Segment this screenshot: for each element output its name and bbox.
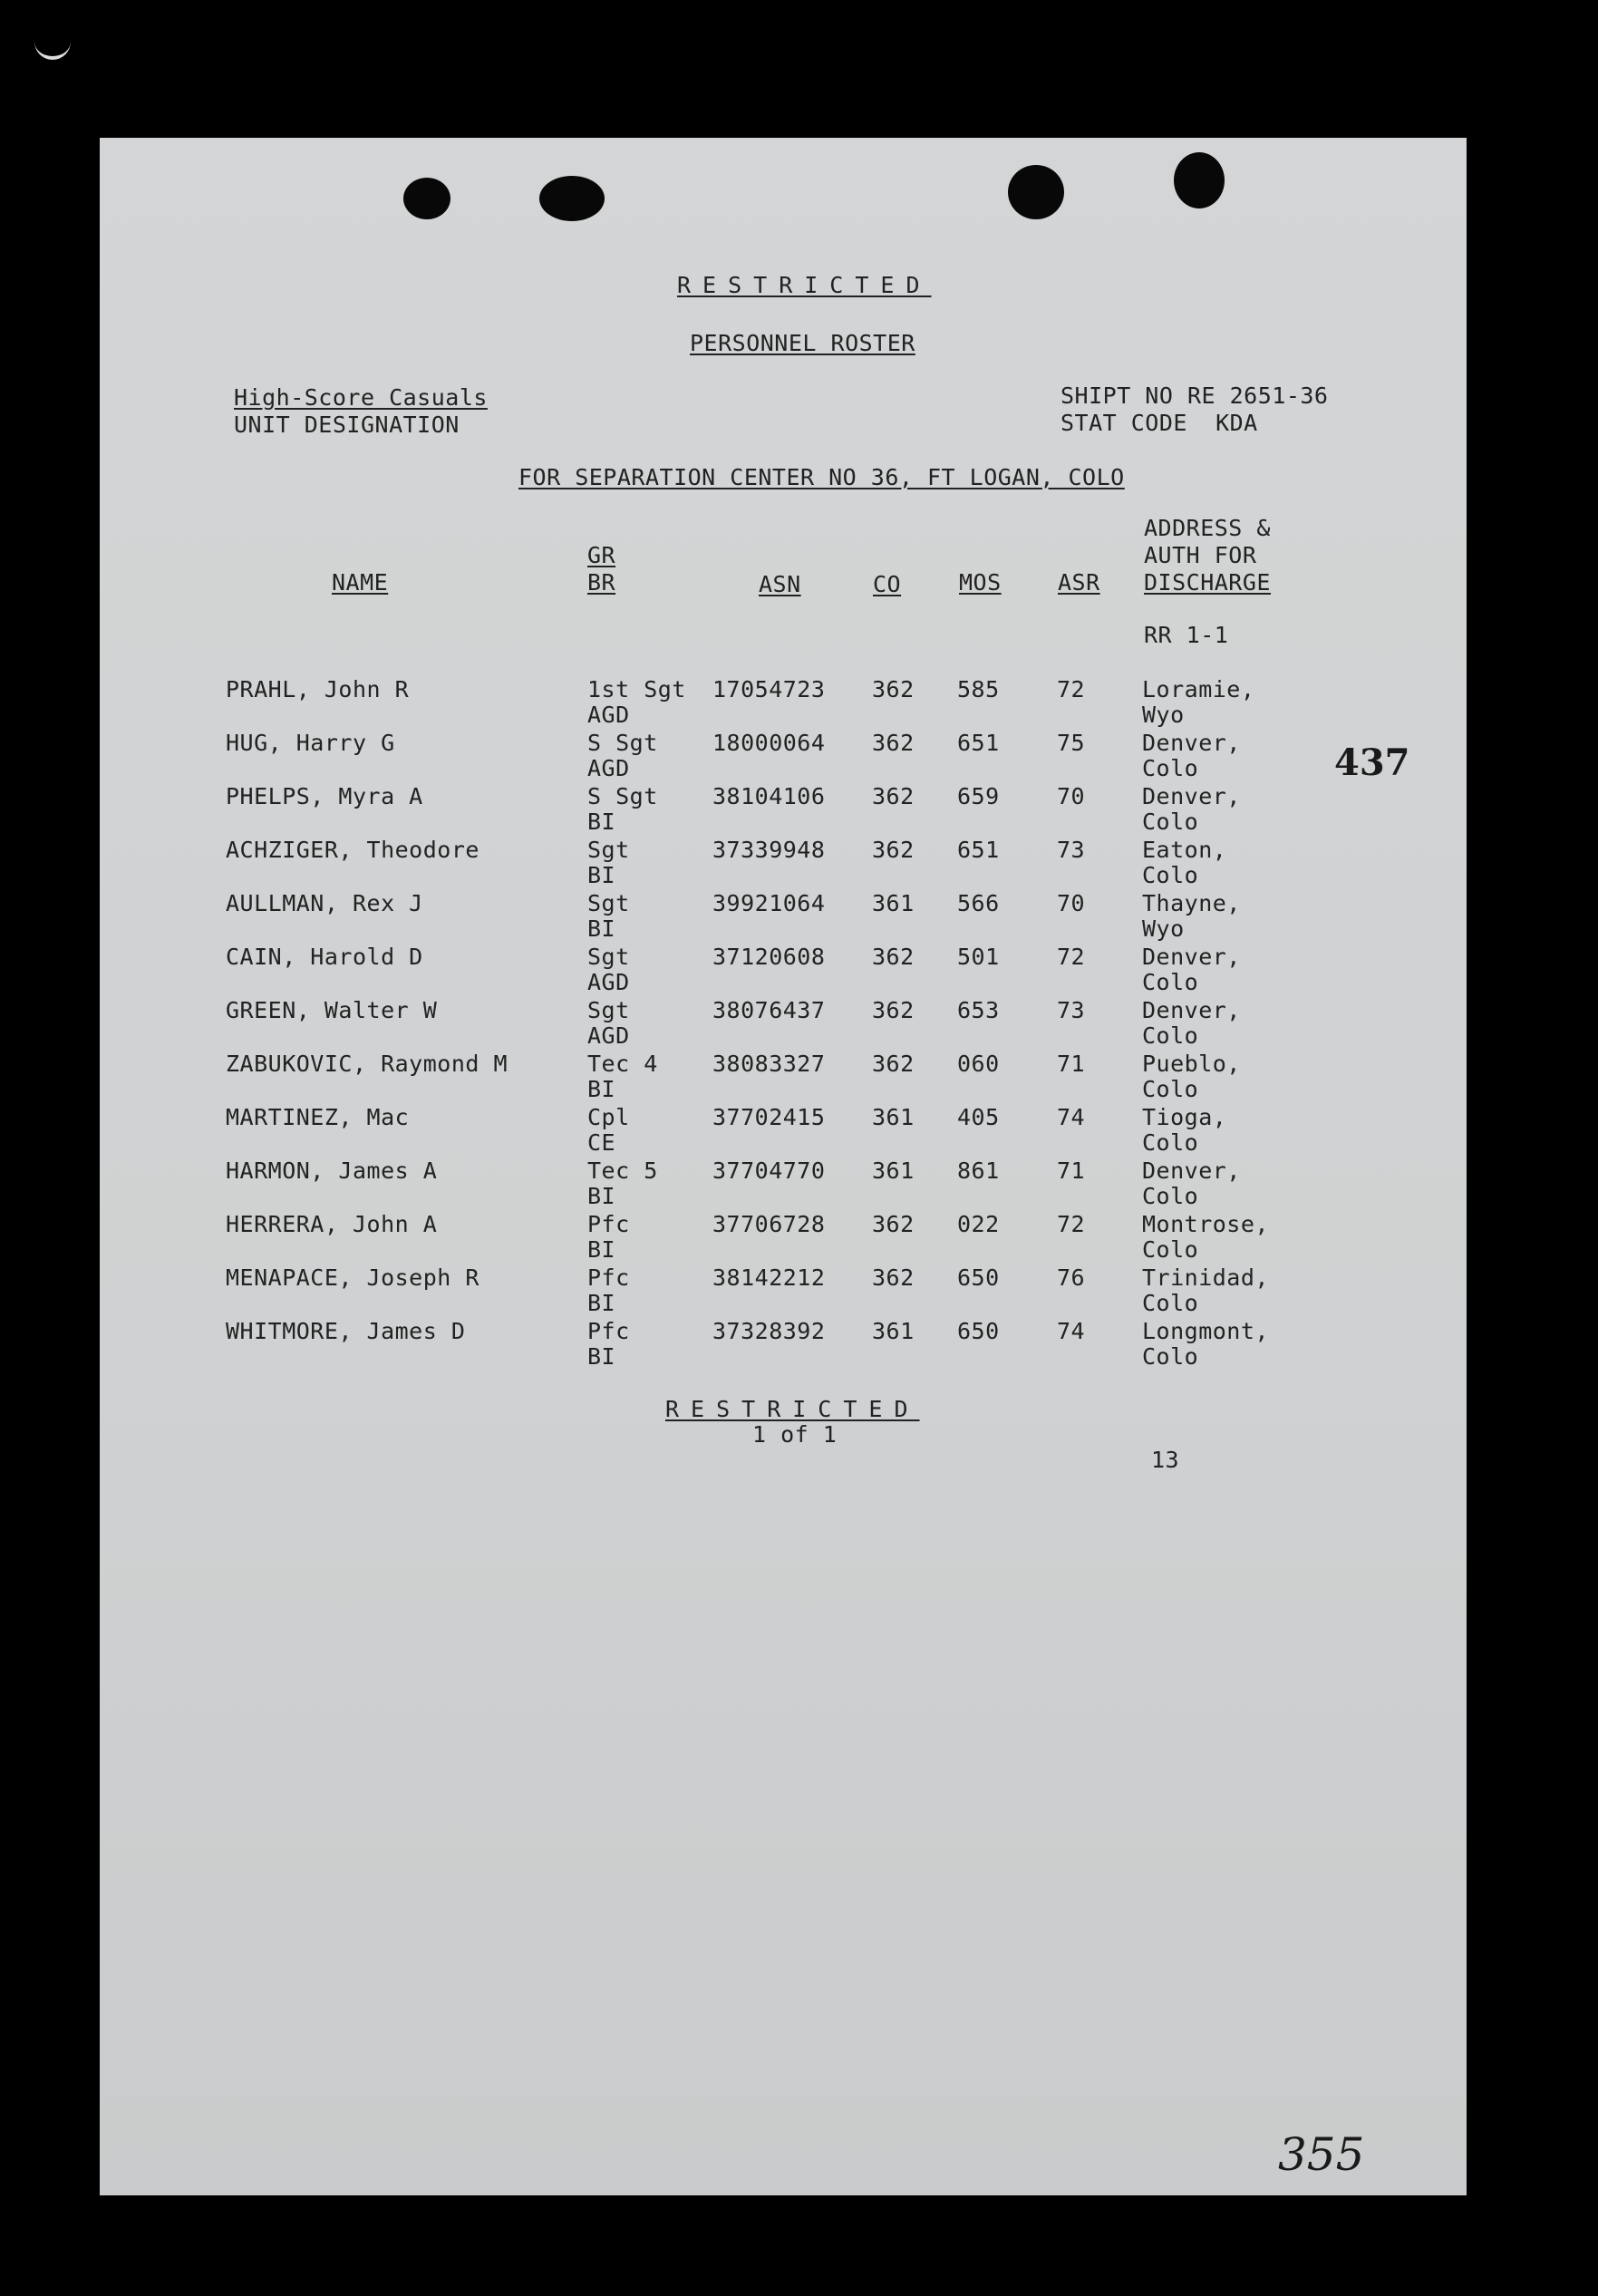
- cell-grade: Sgt: [587, 890, 630, 916]
- cell-co: 361: [872, 1158, 915, 1184]
- cell-address-city: Denver,: [1142, 1158, 1241, 1184]
- cell-address-state: Colo: [1142, 1183, 1199, 1209]
- cell-asn: 39921064: [712, 890, 826, 916]
- cell-asn: 38142212: [712, 1264, 826, 1291]
- cell-co: 362: [872, 944, 915, 970]
- cell-co: 362: [872, 1264, 915, 1291]
- cell-address-state: Colo: [1142, 1076, 1199, 1102]
- cell-name: HUG, Harry G: [226, 730, 395, 756]
- shipment-number: SHIPT NO RE 2651-36: [1060, 383, 1329, 409]
- table-row: [100, 1264, 1467, 1317]
- cell-asn: 38076437: [712, 997, 826, 1023]
- column-header-mos: MOS: [959, 569, 1002, 596]
- cell-address-state: Wyo: [1142, 915, 1185, 942]
- unit-name: High-Score Casuals: [234, 384, 488, 411]
- cell-grade: S Sgt: [587, 783, 658, 809]
- cell-grade: Tec 4: [587, 1051, 658, 1077]
- cell-asn: 37339948: [712, 837, 826, 863]
- cell-branch: AGD: [587, 969, 630, 995]
- cell-branch: BI: [587, 862, 616, 888]
- table-row: [100, 1051, 1467, 1103]
- column-header-co: CO: [873, 571, 902, 597]
- cell-asr: 73: [1057, 997, 1086, 1023]
- cell-mos: 405: [957, 1104, 1000, 1130]
- cell-grade: Sgt: [587, 997, 630, 1023]
- restricted-stamp-bottom: RESTRICTED: [665, 1396, 920, 1422]
- cell-co: 362: [872, 676, 915, 702]
- cell-address-state: Colo: [1142, 1129, 1199, 1156]
- punch-hole: [539, 176, 605, 221]
- table-row: [100, 1104, 1467, 1157]
- cell-co: 362: [872, 837, 915, 863]
- cell-co: 362: [872, 997, 915, 1023]
- cell-address-city: Trinidad,: [1142, 1264, 1269, 1291]
- cell-branch: AGD: [587, 702, 630, 728]
- cell-grade: Pfc: [587, 1211, 630, 1237]
- cell-asr: 74: [1057, 1104, 1086, 1130]
- cell-address-city: Tioga,: [1142, 1104, 1227, 1130]
- cell-mos: 060: [957, 1051, 1000, 1077]
- cell-name: MARTINEZ, Mac: [226, 1104, 410, 1130]
- cell-asn: 17054723: [712, 676, 826, 702]
- cell-asr: 71: [1057, 1051, 1086, 1077]
- cell-branch: BI: [587, 1343, 616, 1370]
- cell-co: 361: [872, 890, 915, 916]
- cell-grade: Cpl: [587, 1104, 630, 1130]
- handwritten-bottom-number: 355: [1278, 2128, 1365, 2181]
- cell-mos: 501: [957, 944, 1000, 970]
- cell-asr: 74: [1057, 1318, 1086, 1344]
- cell-branch: CE: [587, 1129, 616, 1156]
- discharge-authority: RR 1-1: [1144, 622, 1229, 648]
- document-page: [100, 138, 1467, 2195]
- cell-co: 361: [872, 1318, 915, 1344]
- cell-grade: Sgt: [587, 944, 630, 970]
- cell-mos: 653: [957, 997, 1000, 1023]
- cell-asr: 75: [1057, 730, 1086, 756]
- cell-name: HARMON, James A: [226, 1158, 438, 1184]
- column-header-gr: GR: [587, 542, 616, 568]
- cell-co: 362: [872, 1211, 915, 1237]
- table-row: [100, 1158, 1467, 1210]
- table-row: [100, 890, 1467, 943]
- cell-asr: 73: [1057, 837, 1086, 863]
- table-row: [100, 837, 1467, 889]
- punch-hole: [403, 178, 450, 219]
- cell-co: 362: [872, 1051, 915, 1077]
- cell-name: PRAHL, John R: [226, 676, 410, 702]
- cell-address-state: Colo: [1142, 809, 1199, 835]
- column-header-asr: ASR: [1058, 569, 1100, 596]
- handwritten-margin-number: 437: [1334, 741, 1410, 784]
- cell-address-state: Colo: [1142, 755, 1199, 781]
- cell-address-city: Thayne,: [1142, 890, 1241, 916]
- cell-name: CAIN, Harold D: [226, 944, 423, 970]
- punch-hole: [1008, 165, 1064, 219]
- cell-name: ACHZIGER, Theodore: [226, 837, 479, 863]
- table-row: [100, 1318, 1467, 1371]
- cell-address-city: Denver,: [1142, 730, 1241, 756]
- cell-mos: 861: [957, 1158, 1000, 1184]
- cell-asr: 71: [1057, 1158, 1086, 1184]
- cell-branch: BI: [587, 915, 616, 942]
- cell-address-state: Colo: [1142, 1343, 1199, 1370]
- cell-asn: 37120608: [712, 944, 826, 970]
- table-row: [100, 730, 1467, 782]
- cell-asn: 38104106: [712, 783, 826, 809]
- cell-mos: 650: [957, 1318, 1000, 1344]
- cell-branch: BI: [587, 809, 616, 835]
- cell-address-city: Loramie,: [1142, 676, 1255, 702]
- cell-address-state: Colo: [1142, 1290, 1199, 1316]
- cell-asr: 70: [1057, 783, 1086, 809]
- cell-address-city: Longmont,: [1142, 1318, 1269, 1344]
- cell-mos: 585: [957, 676, 1000, 702]
- cell-asr: 72: [1057, 944, 1086, 970]
- cell-mos: 566: [957, 890, 1000, 916]
- cell-branch: AGD: [587, 1022, 630, 1049]
- cell-co: 361: [872, 1104, 915, 1130]
- cell-grade: Pfc: [587, 1318, 630, 1344]
- table-row: [100, 944, 1467, 996]
- separation-center-line: FOR SEPARATION CENTER NO 36, FT LOGAN, COLO: [518, 464, 1125, 490]
- column-header-br: BR: [587, 569, 616, 596]
- column-header-address-3: DISCHARGE: [1144, 569, 1271, 596]
- unit-designation-label: UNIT DESIGNATION: [234, 412, 460, 438]
- cell-address-city: Montrose,: [1142, 1211, 1269, 1237]
- cell-co: 362: [872, 783, 915, 809]
- cell-name: PHELPS, Myra A: [226, 783, 423, 809]
- cell-mos: 651: [957, 730, 1000, 756]
- cell-branch: AGD: [587, 755, 630, 781]
- cell-mos: 650: [957, 1264, 1000, 1291]
- cell-mos: 022: [957, 1211, 1000, 1237]
- cell-address-city: Denver,: [1142, 783, 1241, 809]
- cell-co: 362: [872, 730, 915, 756]
- cell-address-state: Colo: [1142, 969, 1199, 995]
- cell-grade: 1st Sgt: [587, 676, 686, 702]
- cell-address-city: Eaton,: [1142, 837, 1227, 863]
- cell-asr: 76: [1057, 1264, 1086, 1291]
- column-header-address-2: AUTH FOR: [1144, 542, 1257, 568]
- page-of: 1 of 1: [752, 1421, 838, 1448]
- cell-address-state: Colo: [1142, 1022, 1199, 1049]
- cell-asn: 37706728: [712, 1211, 826, 1237]
- cell-grade: Sgt: [587, 837, 630, 863]
- restricted-stamp-top: RESTRICTED: [677, 272, 932, 298]
- document-title: PERSONNEL ROSTER: [690, 330, 915, 356]
- cell-asn: 18000064: [712, 730, 826, 756]
- cell-asn: 37328392: [712, 1318, 826, 1344]
- table-row: [100, 1211, 1467, 1264]
- punch-hole: [1174, 152, 1225, 208]
- corner-scan-mark: [34, 36, 71, 60]
- cell-name: WHITMORE, James D: [226, 1318, 466, 1344]
- cell-asn: 38083327: [712, 1051, 826, 1077]
- cell-address-state: Colo: [1142, 1236, 1199, 1263]
- cell-name: HERRERA, John A: [226, 1211, 438, 1237]
- cell-branch: BI: [587, 1290, 616, 1316]
- cell-asr: 72: [1057, 676, 1086, 702]
- cell-branch: BI: [587, 1236, 616, 1263]
- cell-address-city: Pueblo,: [1142, 1051, 1241, 1077]
- table-row: [100, 997, 1467, 1050]
- cell-address-state: Wyo: [1142, 702, 1185, 728]
- cell-asr: 70: [1057, 890, 1086, 916]
- cell-address-state: Colo: [1142, 862, 1199, 888]
- column-header-address-1: ADDRESS &: [1144, 515, 1271, 541]
- cell-grade: Pfc: [587, 1264, 630, 1291]
- cell-name: MENAPACE, Joseph R: [226, 1264, 479, 1291]
- table-row: [100, 676, 1467, 729]
- cell-address-city: Denver,: [1142, 997, 1241, 1023]
- cell-name: AULLMAN, Rex J: [226, 890, 423, 916]
- page-number: 13: [1151, 1447, 1180, 1473]
- cell-mos: 651: [957, 837, 1000, 863]
- cell-asn: 37702415: [712, 1104, 826, 1130]
- column-header-name: NAME: [332, 569, 389, 596]
- cell-asr: 72: [1057, 1211, 1086, 1237]
- cell-address-city: Denver,: [1142, 944, 1241, 970]
- cell-branch: BI: [587, 1076, 616, 1102]
- cell-name: ZABUKOVIC, Raymond M: [226, 1051, 508, 1077]
- cell-grade: S Sgt: [587, 730, 658, 756]
- cell-mos: 659: [957, 783, 1000, 809]
- table-row: [100, 783, 1467, 836]
- cell-asn: 37704770: [712, 1158, 826, 1184]
- column-header-asn: ASN: [759, 571, 801, 597]
- stat-code: STAT CODE KDA: [1060, 410, 1258, 436]
- cell-branch: BI: [587, 1183, 616, 1209]
- cell-grade: Tec 5: [587, 1158, 658, 1184]
- cell-name: GREEN, Walter W: [226, 997, 438, 1023]
